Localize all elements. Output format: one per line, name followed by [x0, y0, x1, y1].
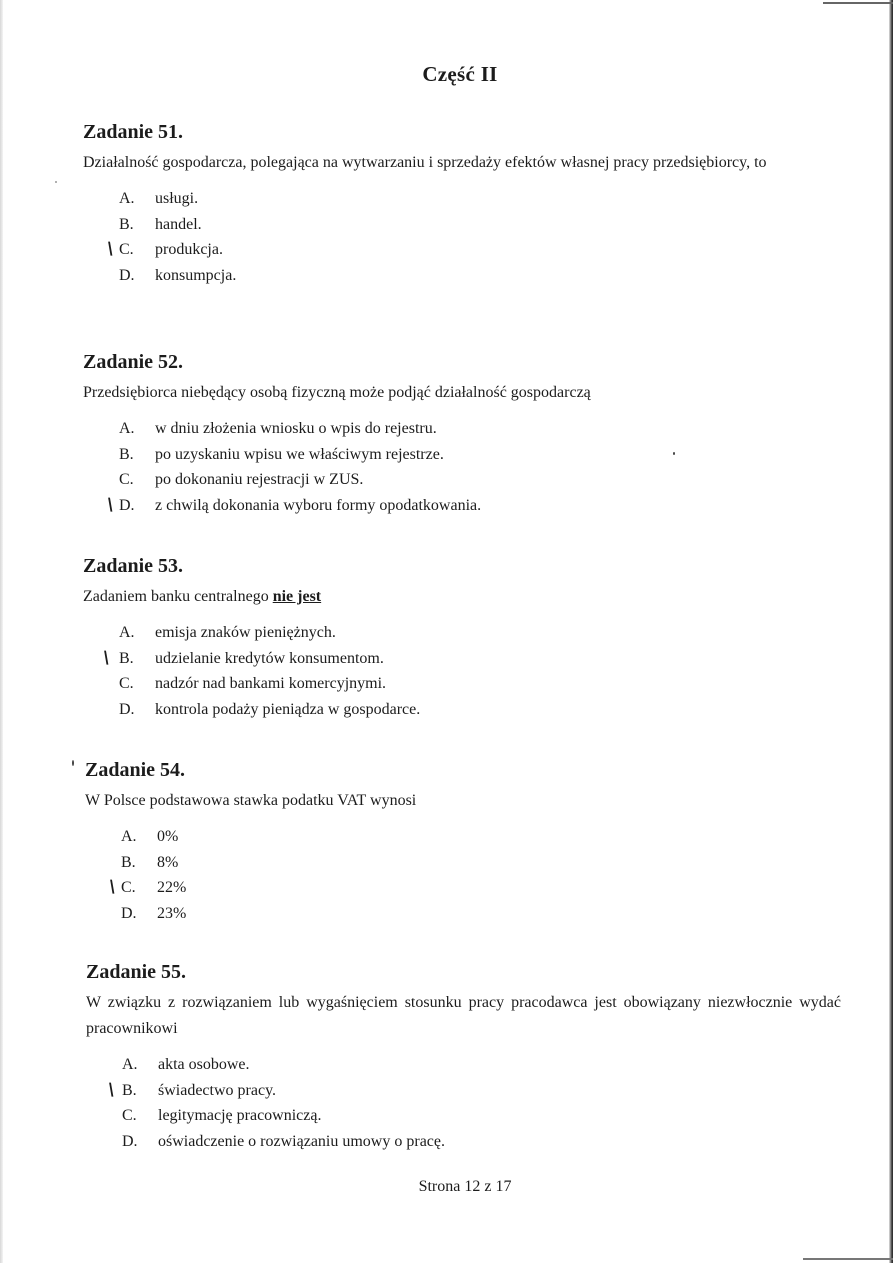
task-question — [83, 584, 843, 610]
option-c[interactable] — [85, 875, 845, 901]
option-text: handel. — [155, 215, 202, 233]
scan-speck — [72, 760, 74, 766]
scan-speck — [55, 181, 57, 183]
option-text: udzielanie kredytów konsumentom. — [155, 649, 384, 667]
option-d[interactable] — [83, 697, 843, 723]
task-question: W Polsce podstawowa stawka podatku VAT wynosi — [85, 792, 417, 809]
option-letter: B. — [122, 1081, 137, 1099]
option-a[interactable] — [83, 186, 843, 212]
answer-options — [83, 416, 843, 518]
handwritten-answer-mark: \ — [105, 239, 115, 259]
option-text: produkcja. — [155, 241, 223, 258]
option-letter: D. — [119, 496, 135, 514]
option-text: w dniu złożenia wniosku o wpis do rejestru. — [155, 420, 437, 437]
option-text: legitymację pracowniczą. — [158, 1107, 322, 1124]
option-text: z chwilą dokonania wyboru formy opodatkowania. — [155, 496, 482, 514]
task-55 — [86, 958, 841, 1154]
option-letter: A. — [122, 1056, 138, 1073]
option-d[interactable] — [86, 1129, 841, 1155]
task-question: Działalność gospodarcza, polegająca na wytwarzaniu i sprzedaży efektów własnej pracy przedsiębiorcy, to — [83, 154, 767, 171]
option-d[interactable] — [83, 263, 843, 289]
option-letter: D. — [119, 700, 135, 718]
option-letter: D. — [119, 266, 135, 284]
task-title: Zadanie 53. — [83, 555, 184, 577]
option-text: usługi. — [155, 190, 199, 207]
option-letter: D. — [122, 1132, 138, 1150]
task-title: Zadanie 52. — [83, 351, 184, 373]
option-letter: A. — [119, 190, 135, 207]
scan-speck — [673, 452, 675, 455]
option-letter: B. — [121, 853, 136, 871]
option-letter: C. — [119, 471, 134, 488]
option-letter: C. — [121, 879, 136, 896]
handwritten-answer-mark: \ — [101, 647, 111, 668]
option-a[interactable] — [86, 1052, 841, 1078]
option-letter: D. — [121, 904, 137, 922]
option-letter: B. — [119, 445, 134, 463]
question-text: Zadaniem banku centralnego — [83, 588, 273, 605]
answer-options — [85, 824, 845, 926]
option-c[interactable] — [83, 237, 843, 263]
option-text: akta osobowe. — [158, 1056, 250, 1073]
option-letter: C. — [122, 1107, 137, 1124]
option-letter: A. — [119, 624, 135, 641]
task-title: Zadanie 55. — [86, 961, 187, 983]
option-letter: A. — [119, 420, 135, 437]
option-d[interactable] — [83, 493, 843, 519]
question-emphasis: nie jest — [272, 588, 322, 605]
option-b[interactable] — [83, 646, 843, 672]
option-text: kontrola podaży pieniądza w gospodarce. — [155, 700, 421, 718]
handwritten-answer-mark: \ — [106, 1079, 116, 1100]
option-text: emisja znaków pieniężnych. — [155, 624, 336, 641]
option-b[interactable] — [83, 442, 843, 468]
option-text: po dokonaniu rejestracji w ZUS. — [155, 471, 364, 488]
option-text: 0% — [157, 828, 179, 845]
handwritten-answer-mark: \ — [105, 494, 115, 515]
option-b[interactable] — [86, 1078, 841, 1104]
option-text: 22% — [157, 879, 187, 896]
option-a[interactable] — [83, 620, 843, 646]
option-d[interactable] — [85, 901, 845, 927]
scan-edge-right — [889, 0, 893, 1263]
task-53 — [83, 552, 843, 722]
task-51 — [83, 118, 843, 288]
task-52 — [83, 348, 843, 518]
option-c[interactable] — [83, 671, 843, 697]
task-question: W związku z rozwiązaniem lub wygaśnięciem stosunku pracy pracodawca jest obowiązany niezwłocznie wydać pracownikowi — [86, 994, 841, 1037]
option-b[interactable] — [85, 850, 845, 876]
scan-top-line — [823, 2, 893, 4]
option-b[interactable] — [83, 212, 843, 238]
answer-options — [83, 186, 843, 288]
task-title: Zadanie 54. — [85, 759, 186, 781]
scan-edge-left — [0, 0, 3, 1263]
option-text: świadectwo pracy. — [158, 1081, 277, 1099]
option-text: 23% — [157, 904, 187, 922]
answer-options — [83, 620, 843, 722]
handwritten-answer-mark: \ — [107, 877, 117, 897]
option-text: nadzór nad bankami komercyjnymi. — [155, 675, 387, 692]
option-c[interactable] — [83, 467, 843, 493]
option-letter: B. — [119, 649, 134, 667]
option-text: oświadczenie o rozwiązaniu umowy o pracę. — [158, 1132, 445, 1150]
task-title: Zadanie 51. — [83, 121, 184, 143]
option-letter: C. — [119, 241, 134, 258]
option-a[interactable] — [85, 824, 845, 850]
option-text: 8% — [157, 853, 179, 871]
option-a[interactable] — [83, 416, 843, 442]
task-54 — [85, 756, 845, 926]
answer-options — [86, 1052, 841, 1154]
option-letter: A. — [121, 828, 137, 845]
option-letter: B. — [119, 215, 134, 233]
option-letter: C. — [119, 675, 134, 692]
page-number: Strona 12 z 17 — [418, 1178, 512, 1195]
option-text: po uzyskaniu wpisu we właściwym rejestrze. — [155, 445, 444, 463]
option-c[interactable] — [86, 1103, 841, 1129]
option-text: konsumpcja. — [155, 266, 237, 284]
scan-bottom-line — [803, 1258, 893, 1260]
part-title: Część II — [422, 62, 498, 86]
task-question: Przedsiębiorca niebędący osobą fizyczną może podjąć działalność gospodarczą — [83, 384, 591, 401]
